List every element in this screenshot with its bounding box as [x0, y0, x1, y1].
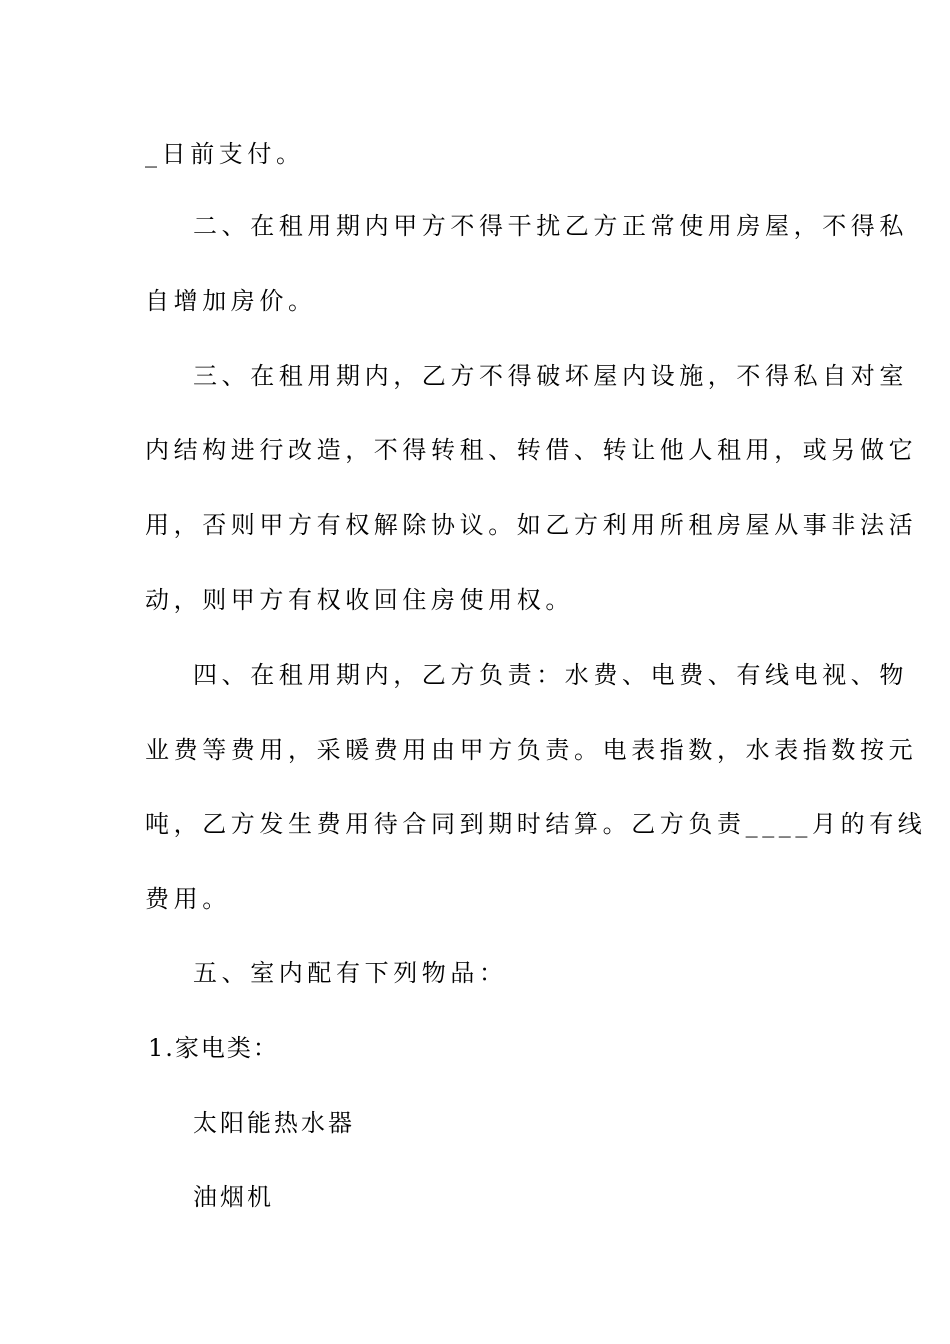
- clause-4-line-4: 费用。: [145, 885, 231, 913]
- text-line-payment: _日前支付。: [145, 140, 305, 168]
- clause-4-line-3: 吨，乙方发生费用待合同到期时结算。乙方负责____月的有线: [145, 810, 927, 838]
- clause-2-line-2: 自增加房价。: [145, 287, 317, 315]
- clause-3-line-1: 三、在租用期内，乙方不得破坏屋内设施，不得私自对室: [193, 362, 908, 390]
- clause-2-line-1: 二、在租用期内甲方不得干扰乙方正常使用房屋，不得私: [193, 212, 908, 240]
- clause-5-heading: 五、室内配有下列物品：: [193, 959, 508, 987]
- list-item-appliances: 1.家电类：: [148, 1034, 279, 1062]
- clause-3-line-4: 动，则甲方有权收回住房使用权。: [145, 586, 574, 614]
- item-solar-water-heater: 太阳能热水器: [193, 1109, 355, 1137]
- item-range-hood: 油烟机: [193, 1183, 274, 1211]
- clause-3-line-2: 内结构进行改造，不得转租、转借、转让他人租用，或另做它: [145, 436, 918, 464]
- clause-3-line-3: 用，否则甲方有权解除协议。如乙方利用所租房屋从事非法活: [145, 511, 918, 539]
- clause-4-line-2: 业费等费用，采暖费用由甲方负责。电表指数，水表指数按元: [145, 736, 918, 764]
- clause-4-line-1: 四、在租用期内，乙方负责：水费、电费、有线电视、物: [193, 661, 908, 689]
